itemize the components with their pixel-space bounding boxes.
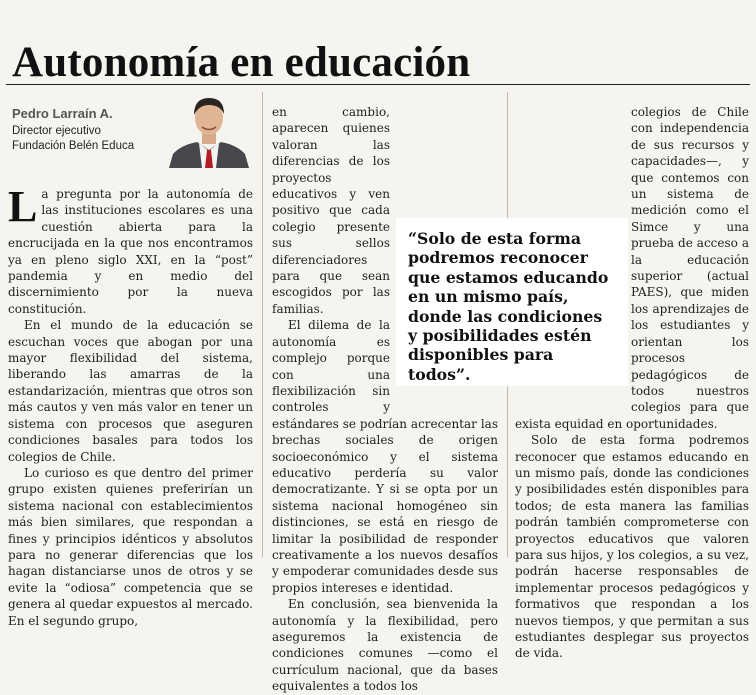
pull-quote: “Solo de esta forma podremos reconocer que estamos educando en un mismo país, donde las condiciones y posibilidades estén disponibles para todos”. [396, 218, 628, 386]
paragraph: En el mundo de la educación se escuchan voces que abogan por una mayor flexibilidad del sistema, liberando las amarras de la estandarización, mientras que otros son más cautos y ven más valor en tener un sistema con procesos que aseguren condiciones basales para todos los colegios de Chile. [8, 318, 253, 464]
paragraph: Solo de esta forma podremos reconocer que estamos educando en un mismo país, donde las condiciones y posibilidades estén disponibles para todos; de esta manera las familias podrán también comprometerse con proyectos educativos que valoren para sus hijos, y los colegios, a su vez, podrán hacerse responsables de implementar procesos pedagógicos y formativos que respondan a los nuevos tiempos, y que permitan a sus estudiantes desplegar sus proyectos de vida. [515, 433, 749, 661]
column-rule-1 [262, 92, 263, 557]
article-column-1 [8, 182, 253, 628]
author-role: Director ejecutivo [12, 125, 101, 137]
drop-cap: L [8, 182, 38, 231]
article-headline: Autonomía en educación [12, 38, 471, 86]
paragraph: En conclusión, sea bienvenida la autonomía y la flexibilidad, pero aseguremos la existencia de condiciones comunes —como el currículum nacional, que da bases equivalentes a todos los [272, 597, 498, 694]
author-name: Pedro Larraín A. [12, 106, 113, 121]
paragraph: colegios de Chile con independencia de sus recursos y capacidades—, y que contemos con un sistema de medición como el Simce y una prueba de acceso a la educación superior (actual PAES), que miden los aprendizajes de los estudiantes y orientan los procesos pedagógicos de todos nuestros colegios para que exista equidad en oportunidades. [515, 105, 749, 431]
paragraph: a pregunta por la autonomía de las instituciones escolares es una cuestión abierta para la encrucijada en la que nos encontramos ya en pleno siglo XXI, en la “post” pandemia y en medio del discernimiento por la nueva constitución. [8, 187, 253, 316]
headline-rule [6, 84, 750, 85]
author-organization: Fundación Belén Educa [12, 140, 135, 152]
paragraph: en cambio, aparecen quienes valoran las diferencias de los proyectos educativos y ven positivo que cada colegio presente sus sellos diferenciadores para que sean escogidos por las familias. [272, 105, 390, 316]
paragraph: Lo curioso es que dentro del primer grupo existen quienes preferirían un sistema nacional con establecimientos más bien similares, que respondan a fines y principios idénticos y absolutos para no generar diferencias que los hagan distanciarse unos de otros y se evite la “odiosa” competencia que se genera al quedar expuestos al mercado. En el segundo grupo, [8, 465, 253, 628]
author-photo [163, 90, 255, 168]
paragraph: El dilema de la autonomía es complejo porque con una flexibilización sin controles y estándares se podrían acrecentar las brechas sociales de origen socioeconómico y el sistema educativo perdería su valor democratizante. Y si se opta por un sistema nacional homogéneo sin distinciones, se está en riesgo de limitar la posibilidad de responder creativamente a los nuevos desafíos y empoderar comunidades desde sus propios intereses e identidad. [272, 318, 498, 595]
